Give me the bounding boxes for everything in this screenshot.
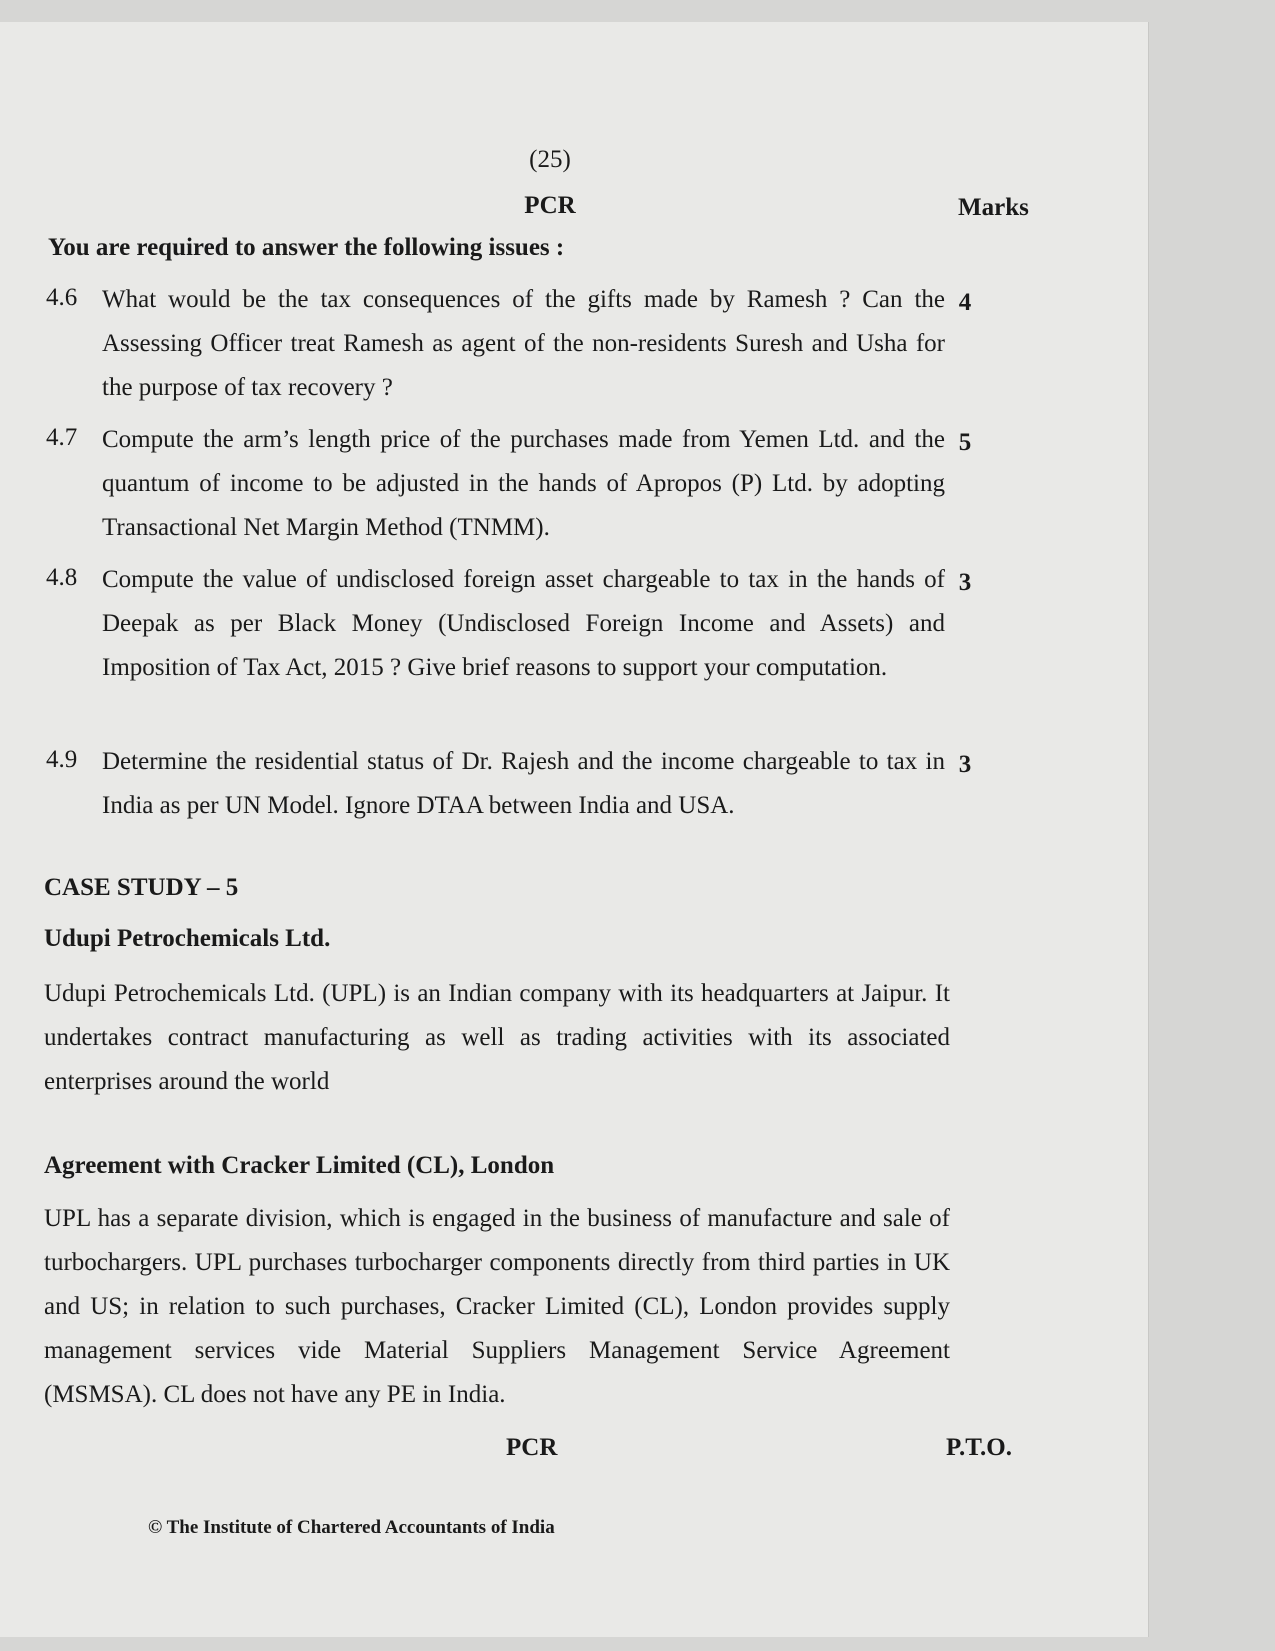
question-marks: 4 [958,289,972,316]
company-intro-paragraph: Udupi Petrochemicals Ltd. (UPL) is an Indian company with its headquarters at Jaipur. It undertakes contract manufacturing as well as trading activities with its associated enterprises around the world [44,980,950,1095]
paper-code-header: PCR [524,192,576,219]
case-study-heading: CASE STUDY – 5 [44,874,239,901]
marks-column-heading: Marks [958,194,1029,221]
question-number: 4.6 [46,284,78,311]
copyright-notice: © The Institute of Chartered Accountants of India [148,1517,555,1538]
question-marks: 5 [958,429,972,456]
page-number: (25) [529,146,571,173]
question-text: Compute the arm’s length price of the purchases made from Yemen Ltd. and the quantum of income to be adjusted in the hands of Apropos (P) Ltd. by adopting Transactional Net Margin Method (TNMM). [102,426,945,541]
question-marks: 3 [958,751,972,778]
agreement-paragraph: UPL has a separate division, which is engaged in the business of manufacture and sale of turbochargers. UPL purchases turbocharger components directly from third parties in UK and US; in relation to such purchases, Cracker Limited (CL), London provides supply management services vide Material Suppliers Management Service Agreement (MSMSA). CL does not have any PE in India. [44,1205,950,1408]
footer-paper-code: PCR [506,1434,558,1461]
question-text: What would be the tax consequences of the gifts made by Ramesh ? Can the Assessing Officer treat Ramesh as agent of the non-residents Suresh and Usha for the purpose of tax recovery ? [102,286,945,401]
instructions-heading: You are required to answer the following issues : [48,234,565,261]
question-marks: 3 [958,569,972,596]
please-turn-over: P.T.O. [946,1434,1012,1461]
question-text: Determine the residential status of Dr. Rajesh and the income chargeable to tax in India as per UN Model. Ignore DTAA between India and USA. [102,748,945,819]
company-heading: Udupi Petrochemicals Ltd. [44,925,331,952]
question-number: 4.7 [46,424,78,451]
document-page [0,22,1149,1637]
question-number: 4.9 [46,746,78,773]
question-text: Compute the value of undisclosed foreign asset chargeable to tax in the hands of Deepak as per Black Money (Undisclosed Foreign Income and Assets) and Imposition of Tax Act, 2015 ? Give brief reasons to support your computation. [102,566,945,681]
question-number: 4.8 [46,564,78,591]
agreement-heading: Agreement with Cracker Limited (CL), London [44,1152,555,1179]
